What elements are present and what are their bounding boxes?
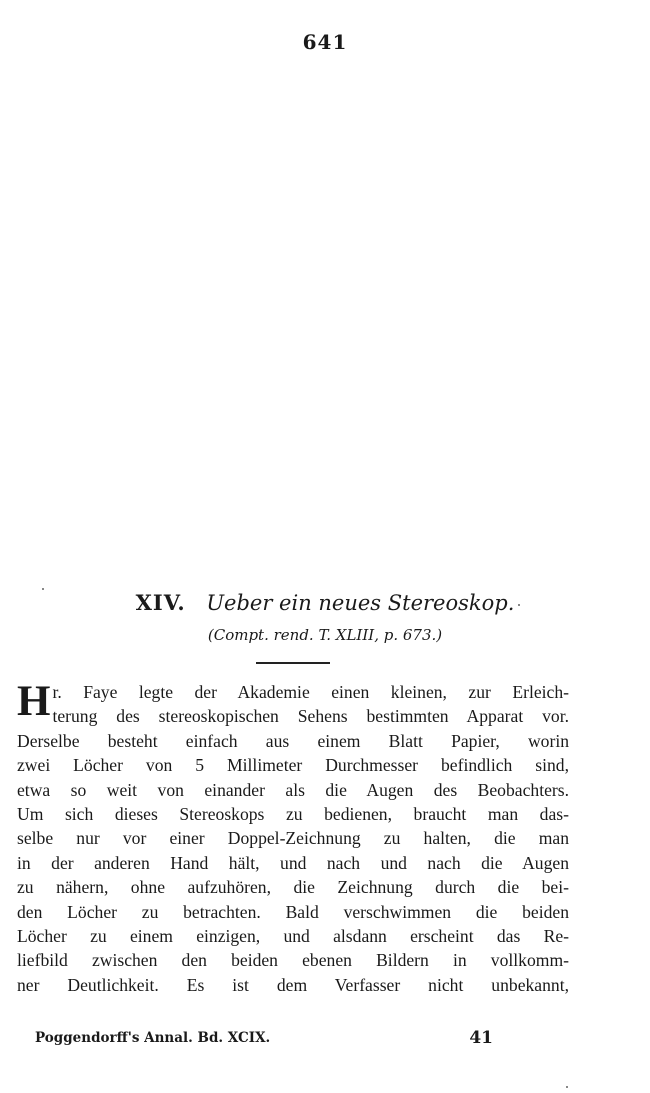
text-line: den Löcher zu betrachten. Bald verschwimmen die beiden [17, 901, 569, 922]
article-title: Ueber ein neues Stereoskop. [206, 591, 515, 615]
text-line: etwa so weit von einander als die Augen des Beobachters. [17, 779, 569, 800]
article-heading [0, 590, 650, 615]
article-body [17, 680, 569, 997]
text-line: selbe nur vor einer Doppel-Zeichnung zu halten, die man [17, 828, 569, 849]
scan-speck [566, 1086, 568, 1088]
text-line: ner Deutlichkeit. Es ist dem Verfasser nicht unbekannt, [17, 974, 569, 995]
text-line: liefbild zwischen den beiden ebenen Bildern in vollkomm- [17, 950, 569, 971]
drop-cap: H [17, 678, 51, 725]
scan-speck [518, 604, 520, 606]
article-source: (Compt. rend. T. XLIII, p. 673.) [207, 626, 443, 644]
text-line: zwei Löcher von 5 Millimeter Durchmesser befindlich sind, [17, 755, 569, 776]
text-line: in der anderen Hand hält, und nach und nach die Augen [17, 852, 569, 873]
text-line: Um sich dieses Stereoskops zu bedienen, braucht man das- [17, 803, 569, 824]
text-line: terung des stereoskopischen Sehens bestimmten Apparat vor. [52, 706, 569, 727]
article-numeral: XIV. [135, 590, 186, 615]
page-number: 641 [302, 30, 348, 54]
signature-mark: 41 [469, 1028, 493, 1048]
scan-speck [42, 588, 44, 590]
heading-divider [256, 662, 330, 664]
text-line: Derselbe besteht einfach aus einem Blatt Papier, worin [17, 730, 569, 751]
text-line: r. Faye legte der Akademie einen kleinen, zur Erleich- [52, 682, 569, 702]
text-line: zu nähern, ohne aufzuhören, die Zeichnung durch die bei- [17, 877, 569, 898]
journal-reference: Poggendorff's Annal. Bd. XCIX. [35, 1030, 271, 1046]
text-line: Löcher zu einem einzigen, und alsdann erscheint das Re- [17, 925, 569, 946]
